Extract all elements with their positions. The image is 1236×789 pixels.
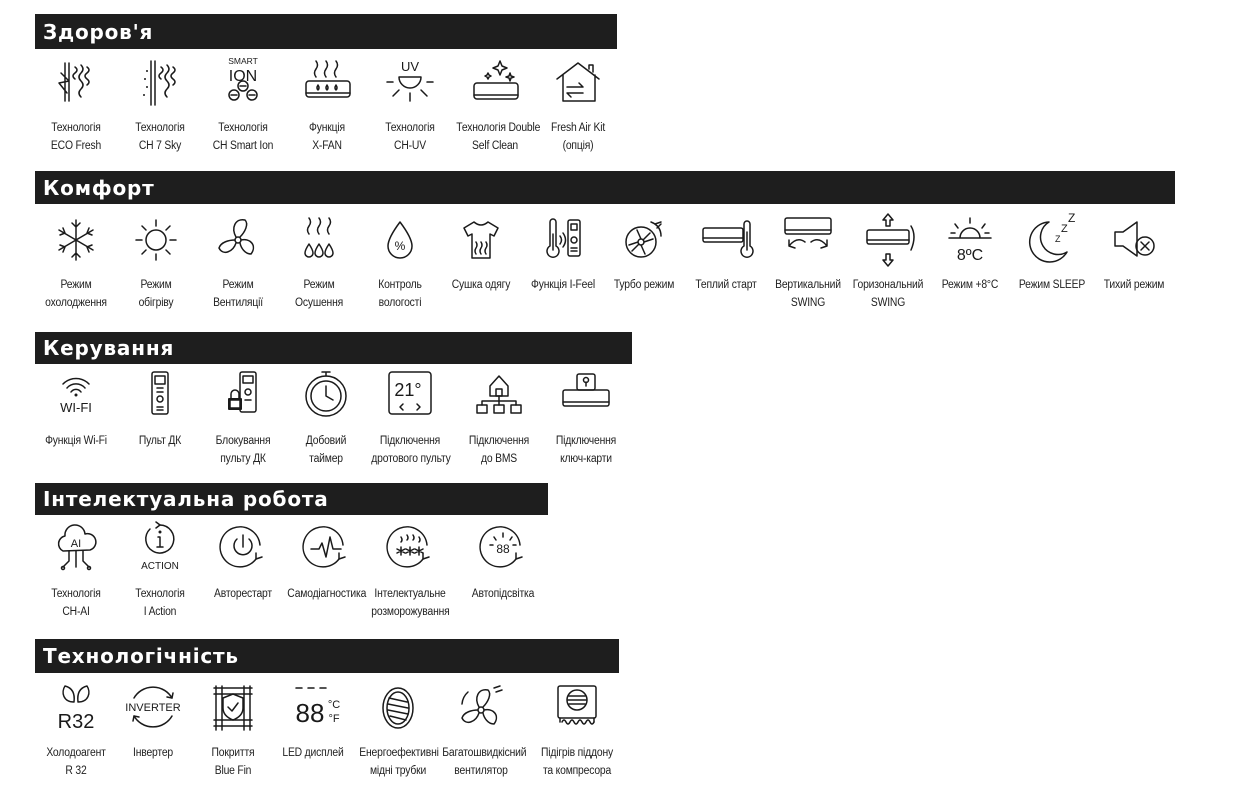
feature-label-line2: мідні трубки — [369, 765, 427, 777]
feature-humidity-control — [357, 212, 443, 312]
feature-label-line1: Режим — [303, 279, 335, 291]
fresh-air-house-icon — [545, 55, 611, 111]
feature-label-line1: Технологія — [135, 588, 185, 600]
droplets-icon — [286, 212, 352, 268]
section-title: Керування — [43, 336, 175, 360]
feature-auto-backlight — [460, 521, 546, 603]
feature-label-line1: Технологія — [51, 122, 101, 134]
remote-lock-icon — [210, 368, 276, 424]
section-title: Комфорт — [43, 175, 155, 200]
feature-label-line2: вентилятор — [454, 765, 508, 777]
feature-label-line2: SWING — [790, 297, 826, 309]
bms-network-icon — [466, 368, 532, 424]
feature-label-line1: Режим — [60, 279, 92, 291]
icon-text: SMART — [228, 56, 258, 66]
feature-label-line1: Fresh Air Kit — [550, 122, 606, 134]
feature-label-line1: Функція I-Feel — [531, 279, 595, 291]
feature-label-line1: Покриття — [211, 747, 255, 759]
feature-label-line1: Підключення — [555, 435, 617, 447]
feature-label-line1: Інтелектуальне — [374, 588, 446, 600]
feature-label-line1: Режим — [140, 279, 172, 291]
feature-clothes-drying — [438, 212, 524, 294]
feature-turbo-mode — [601, 212, 687, 294]
feature-label-line2: R 32 — [65, 765, 87, 777]
section-header-control — [35, 332, 632, 364]
feature-label-line1: Режим +8°С — [941, 279, 999, 291]
feature-label-line1: Контроль — [378, 279, 422, 291]
section-title: Інтелектуальна робота — [43, 487, 329, 511]
feature-daily-timer — [283, 368, 369, 468]
feature-label-line2: CH Smart Ion — [212, 140, 274, 152]
feature-auto-restart — [200, 521, 286, 603]
feature-label-line2: Осушення — [294, 297, 344, 309]
feature-label-line1: Вертикальний — [775, 279, 841, 291]
icon-text: 8ºC — [956, 247, 984, 264]
feature-label-line1: Інвертер — [133, 747, 173, 759]
icon-text: INVERTER — [125, 702, 181, 714]
feature-ch-uv — [367, 55, 453, 155]
feature-label-line2: CH-AI — [62, 606, 90, 618]
section-header-tech — [35, 639, 619, 673]
eco-fresh-icon — [43, 55, 109, 111]
vertical-swing-icon — [775, 212, 841, 268]
feature-label-line1: LED дисплей — [282, 747, 344, 759]
feature-label-line1: Технологія — [135, 122, 185, 134]
feature-label-line1: Технологія Double — [456, 122, 541, 134]
feature-label-line1: Пульт ДК — [138, 435, 182, 447]
copper-tube-icon — [365, 680, 431, 736]
sun-icon — [123, 212, 189, 268]
feature-inverter — [110, 680, 196, 762]
feature-label-line1: Енергоефективні — [359, 747, 439, 759]
horizontal-swing-icon — [855, 212, 921, 268]
feature-label-line2: розморожування — [371, 606, 450, 618]
feature-label-line1: Блокування — [215, 435, 271, 447]
feature-label-line2: CH 7 Sky — [138, 140, 182, 152]
icon-text: 88 — [496, 542, 510, 556]
feature-eco-fresh — [33, 55, 119, 155]
r32-leaf-icon — [43, 680, 109, 736]
feature-label-line1: Режим — [222, 279, 254, 291]
x-fan-icon — [294, 55, 360, 111]
feature-label-line1: Турбо режим — [613, 279, 675, 291]
section-title: Здоров'я — [43, 19, 154, 44]
tray-heater-icon — [544, 680, 610, 736]
feature-key-card — [543, 368, 629, 468]
feature-label-line2: SWING — [870, 297, 906, 309]
feature-label-line2: I Action — [143, 606, 177, 618]
feature-label-line2: до BMS — [480, 453, 518, 465]
multispeed-fan-icon — [448, 680, 514, 736]
feature-horizontal-swing — [845, 212, 931, 312]
feature-double-self-clean — [452, 55, 541, 155]
uv-lamp-icon — [377, 55, 443, 111]
backlight-display-icon — [470, 521, 536, 577]
fan-icon — [205, 212, 271, 268]
feature-label-line1: Технологія — [218, 122, 268, 134]
feature-label-line1: Добовий — [305, 435, 347, 447]
feature-label-line2: вологості — [378, 297, 422, 309]
feature-heating-mode — [113, 212, 199, 312]
defrost-icon — [377, 521, 443, 577]
smart-ion-icon — [210, 55, 276, 111]
humidity-drop-icon — [367, 212, 433, 268]
feature-label-line1: Самодіагностика — [287, 588, 367, 600]
feature-label-line1: Горизональний — [852, 279, 924, 291]
feature-label-line1: Сушка одягу — [451, 279, 511, 291]
feature-label-line1: Функція — [309, 122, 345, 134]
inverter-icon — [120, 680, 186, 736]
feature-r32-refrigerant — [33, 680, 119, 780]
mute-speaker-icon — [1101, 212, 1167, 268]
feature-plus8-mode — [927, 212, 1013, 294]
key-card-icon — [553, 368, 619, 424]
diagnostics-pulse-icon — [293, 521, 359, 577]
ch7-sky-icon — [127, 55, 193, 111]
feature-label-line1: Функція Wi-Fi — [45, 435, 107, 447]
i-action-icon — [127, 521, 193, 577]
feature-label-line2: CH-UV — [394, 140, 426, 152]
feature-remote-lock — [200, 368, 286, 468]
section-header-health — [35, 14, 617, 49]
feature-label-line1: Багатошвидкісний — [442, 747, 527, 759]
feature-tray-compressor-heating — [534, 680, 620, 780]
feature-label-line1: Режим SLEEP — [1018, 279, 1086, 291]
blue-fin-shield-icon — [200, 680, 266, 736]
thermometer-remote-icon — [530, 212, 596, 268]
feature-label-line1: Підключення — [468, 435, 530, 447]
feature-self-diagnostics — [283, 521, 369, 603]
icon-text: ACTION — [141, 561, 179, 572]
feature-label-line1: Підігрів піддону — [540, 747, 614, 759]
feature-multispeed-fan — [438, 680, 527, 780]
feature-copper-tubes — [355, 680, 441, 780]
icon-text: Z — [1055, 234, 1061, 244]
feature-label-line1: Підключення — [379, 435, 441, 447]
feature-ch7-sky — [117, 55, 203, 155]
led-display-icon — [280, 680, 346, 736]
feature-led-display — [270, 680, 356, 762]
icon-text: WI-FI — [60, 400, 92, 415]
feature-fan-mode — [195, 212, 281, 312]
icon-text: Z — [1068, 211, 1076, 225]
feature-label-line1: Технологія — [385, 122, 435, 134]
clock-icon — [293, 368, 359, 424]
feature-x-fan — [284, 55, 370, 155]
section-title: Технологічність — [43, 644, 239, 668]
feature-fresh-air-kit — [535, 55, 621, 155]
feature-i-action — [117, 521, 203, 621]
feature-label-line2: (опція) — [562, 140, 594, 152]
icon-text: °C — [327, 699, 341, 711]
ai-cloud-icon — [43, 521, 109, 577]
icon-text: % — [394, 239, 406, 253]
icon-text: AI — [70, 538, 82, 550]
feature-wired-controller — [367, 368, 453, 468]
icon-text: Z — [1061, 223, 1068, 235]
feature-dry-mode — [276, 212, 362, 312]
feature-label-line2: пульту ДК — [220, 453, 266, 465]
feature-label-line2: обігріву — [138, 297, 174, 309]
feature-label-line2: Self Clean — [472, 140, 518, 152]
moon-sleep-icon — [1019, 212, 1085, 268]
feature-label-line2: дротового пульту — [371, 453, 451, 465]
feature-label-line1: Холодоагент — [46, 747, 106, 759]
feature-label-line2: Blue Fin — [214, 765, 252, 777]
feature-label-line1: Технологія — [51, 588, 101, 600]
snowflake-icon — [43, 212, 109, 268]
feature-label-line1: Теплий старт — [695, 279, 757, 291]
icon-text: °F — [328, 713, 340, 725]
feature-label-line2: таймер — [309, 453, 343, 465]
feature-smart-defrost — [367, 521, 453, 621]
feature-label-line2: ключ-карти — [560, 453, 612, 465]
turbo-fan-icon — [611, 212, 677, 268]
feature-bms — [456, 368, 542, 468]
feature-vertical-swing — [765, 212, 851, 312]
feature-label-line2: ECO Fresh — [50, 140, 102, 152]
feature-blue-fin — [190, 680, 276, 780]
icon-text: 88 — [295, 698, 325, 728]
feature-ch-ai — [33, 521, 119, 621]
feature-cooling-mode — [33, 212, 119, 312]
sunrise-8c-icon — [937, 212, 1003, 268]
feature-label-line2: Вентиляції — [213, 297, 263, 309]
section-header-intelligent — [35, 483, 548, 515]
remote-icon — [127, 368, 193, 424]
icon-text: R32 — [57, 711, 95, 733]
feature-i-feel — [520, 212, 606, 294]
feature-label-line1: Автопідсвітка — [471, 588, 535, 600]
icon-text: UV — [400, 59, 420, 74]
icon-text: ION — [228, 68, 258, 85]
self-clean-icon — [462, 55, 528, 111]
wired-controller-icon — [377, 368, 443, 424]
feature-quiet-mode — [1091, 212, 1177, 294]
feature-smart-ion — [200, 55, 286, 155]
wifi-icon — [43, 368, 109, 424]
warm-start-icon — [693, 212, 759, 268]
section-header-comfort — [35, 171, 1175, 204]
feature-label-line1: Авторестарт — [214, 588, 272, 600]
icon-text: 21° — [394, 380, 422, 400]
feature-wifi — [33, 368, 119, 450]
feature-label-line2: охолодження — [45, 297, 107, 309]
tshirt-icon — [448, 212, 514, 268]
feature-label-line2: X-FAN — [312, 140, 342, 152]
feature-label-line1: Тихий режим — [1103, 279, 1165, 291]
feature-warm-start — [683, 212, 769, 294]
power-restart-icon — [210, 521, 276, 577]
feature-remote-control — [117, 368, 203, 450]
feature-sleep-mode — [1009, 212, 1095, 294]
feature-label-line2: та компресора — [542, 765, 612, 777]
